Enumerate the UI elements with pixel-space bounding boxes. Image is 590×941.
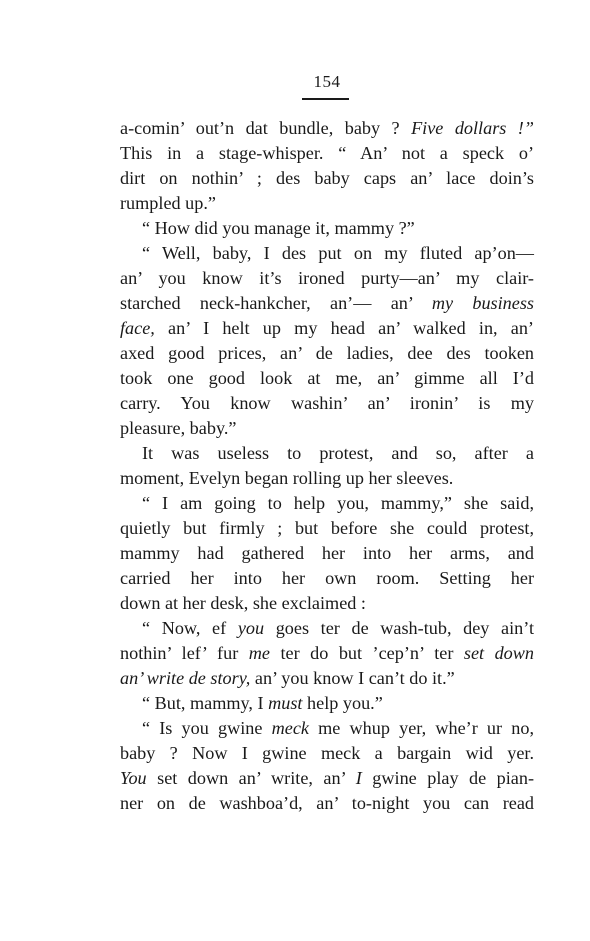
text-segment: This in a stage-whisper. “ An’ not a speck o’ xyxy=(120,143,534,163)
italic-text: must xyxy=(268,693,303,713)
text-line xyxy=(120,466,534,491)
text-segment: ner on de washboa’d, an’ to-night you can read xyxy=(120,793,534,813)
text-segment: “ Now, ef xyxy=(142,618,238,638)
italic-text: me xyxy=(248,643,270,663)
text-segment: ter do but ’cep’n’ ter xyxy=(269,643,464,663)
body-text xyxy=(120,116,534,816)
text-line xyxy=(120,716,534,741)
text-line xyxy=(120,441,534,466)
text-segment: down at her desk, she exclaimed : xyxy=(120,593,366,613)
text-line xyxy=(120,416,534,441)
italic-text: face, xyxy=(120,318,155,338)
text-line xyxy=(120,641,534,666)
text-line xyxy=(120,666,534,691)
text-line xyxy=(120,366,534,391)
italic-text: I xyxy=(355,768,362,788)
text-line xyxy=(120,141,534,166)
page-number-rule xyxy=(302,98,349,100)
text-line xyxy=(120,691,534,716)
text-segment: “ Well, baby, I des put on my fluted ap’on— xyxy=(142,243,534,263)
text-line xyxy=(120,341,534,366)
text-line xyxy=(120,116,534,141)
text-line xyxy=(120,541,534,566)
text-line xyxy=(120,266,534,291)
text-segment: “ But, mammy, I xyxy=(142,693,269,713)
text-segment: goes ter de wash-tub, dey ain’t xyxy=(264,618,534,638)
text-line xyxy=(120,391,534,416)
text-line xyxy=(120,491,534,516)
text-segment: It was useless to protest, and so, after a xyxy=(142,443,534,463)
italic-text: an’ write de story, xyxy=(120,668,251,688)
text-segment: help you.” xyxy=(302,693,383,713)
text-segment: a-comin’ out’n dat bundle, baby ? xyxy=(120,118,412,138)
text-segment: “ How did you manage it, mammy ?” xyxy=(142,218,415,238)
text-segment: carried her into her own room. Setting her xyxy=(120,568,534,588)
italic-text: Five dollars !” xyxy=(411,118,534,138)
text-segment: an’ I helt up my head an’ walked in, an’ xyxy=(154,318,534,338)
text-line xyxy=(120,216,534,241)
text-segment: pleasure, baby.” xyxy=(120,418,237,438)
text-segment: nothin’ lef’ fur xyxy=(120,643,249,663)
text-segment: “ I am going to help you, mammy,” she said, xyxy=(142,493,534,513)
text-segment: starched neck-hankcher, an’— an’ xyxy=(120,293,432,313)
italic-text: meck xyxy=(271,718,309,738)
text-line xyxy=(120,316,534,341)
text-segment: me whup yer, whe’r ur no, xyxy=(308,718,534,738)
text-line xyxy=(120,566,534,591)
italic-text: my business xyxy=(431,293,534,313)
text-segment: “ Is you gwine xyxy=(142,718,272,738)
text-line xyxy=(120,591,534,616)
text-segment: gwine play de pian- xyxy=(361,768,535,788)
text-line xyxy=(120,766,534,791)
text-segment: mammy had gathered her into her arms, and xyxy=(120,543,534,563)
text-line xyxy=(120,741,534,766)
text-line xyxy=(120,191,534,216)
text-line xyxy=(120,241,534,266)
page-number: 154 xyxy=(313,72,341,91)
text-segment: baby ? Now I gwine meck a bargain wid yer. xyxy=(120,743,534,763)
text-segment: axed good prices, an’ de ladies, dee des tooken xyxy=(120,343,534,363)
text-segment: rumpled up.” xyxy=(120,193,216,213)
text-line xyxy=(120,166,534,191)
text-segment: dirt on nothin’ ; des baby caps an’ lace doin’s xyxy=(120,168,534,188)
text-segment: set down an’ write, an’ xyxy=(146,768,356,788)
text-segment: an’ you know I can’t do it.” xyxy=(250,668,455,688)
text-line xyxy=(120,516,534,541)
text-segment: took one good look at me, an’ gimme all I’d xyxy=(120,368,534,388)
text-segment: moment, Evelyn began rolling up her sleeves. xyxy=(120,468,454,488)
text-segment: quietly but firmly ; but before she could protest, xyxy=(120,518,534,538)
text-segment: carry. You know washin’ an’ ironin’ is my xyxy=(120,393,534,413)
italic-text: you xyxy=(237,618,265,638)
text-line xyxy=(120,616,534,641)
text-segment: an’ you know it’s ironed purty—an’ my clair- xyxy=(120,268,534,288)
text-line xyxy=(120,791,534,816)
text-line xyxy=(120,291,534,316)
italic-text: You xyxy=(120,768,147,788)
italic-text: set down xyxy=(463,643,534,663)
